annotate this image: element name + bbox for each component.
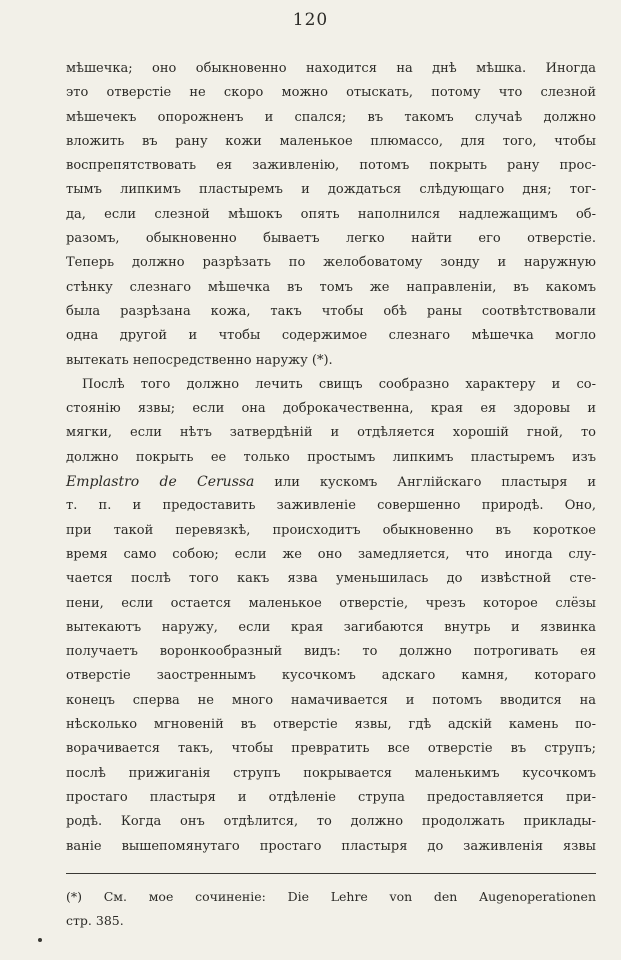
text-line: тымъ липкимъ пластыремъ и дождаться слѣдующаго дня; тог-	[66, 182, 596, 198]
footnote-line: (*) См. мое сочиненіе: Die Lehre von den Augenoperationen	[66, 889, 596, 904]
text-line: чается послѣ того какъ язва уменьшилась до извѣстной сте-	[66, 571, 596, 587]
page-number: 120	[292, 10, 329, 30]
text-line: вытекаютъ наружу, если края загибаются внутрь и язвинка	[66, 619, 596, 635]
text-line: Теперь должно разрѣзать по желобоватому зонду и наружную	[66, 255, 596, 271]
text-line: вытекать непосредственно наружу (*).	[66, 352, 333, 368]
text-line-with-latin: Emplastro de Cerussa или кускомъ Англійскаго пластыря и	[66, 474, 596, 491]
paragraph-first-line: Послѣ того должно лечить свищъ сообразно характеру и со-	[82, 376, 596, 392]
text-line: стоянію язвы; если она доброкачественна, края ея здоровы и	[66, 401, 596, 417]
text-line: одна другой и чтобы содержимое слезнаго мѣшечка могло	[66, 328, 596, 344]
footnote-divider	[66, 873, 596, 874]
footnote-line: стр. 385.	[66, 913, 124, 928]
text-line: была разрѣзана кожа, такъ чтобы обѣ раны соотвѣтствовали	[66, 303, 596, 319]
text-line: родѣ. Когда онъ отдѣлится, то должно продолжать приклады-	[66, 814, 596, 830]
text-line: получаетъ воронкообразный видъ: то должно потрогивать ея	[66, 644, 596, 660]
text-line: мѣшечекъ опорожненъ и спался; въ такомъ случаѣ должно	[66, 109, 596, 125]
text-line: пени, если остается маленькое отверстіе, чрезъ которое слёзы	[66, 595, 596, 611]
latin-term: Emplastro de Cerussa	[66, 474, 255, 491]
text-line: мягки, если нѣтъ затвердѣній и отдѣляется хорошій гной, то	[66, 425, 596, 441]
text-line: вложить въ рану кожи маленькое плюмассо, для того, чтобы	[66, 133, 596, 149]
footnote	[66, 885, 596, 933]
text-line: воспрепятствовать ея заживленію, потомъ покрыть рану прос-	[66, 158, 596, 174]
text-line: т. п. и предоставить заживленіе совершенно природѣ. Оно,	[66, 498, 596, 514]
text-line: время само собою; если же оно замедляется, что иногда слу-	[66, 546, 596, 562]
text-line: да, если слезной мѣшокъ опять наполнился надлежащимъ об-	[66, 206, 596, 222]
text-line: нѣсколько мгновеній въ отверстіе язвы, гдѣ адскій камень по-	[66, 717, 596, 733]
print-speck	[38, 938, 42, 942]
text-line: это отверстіе не скоро можно отыскать, потому что слезной	[66, 85, 596, 101]
text-line: ворачивается такъ, чтобы превратить все отверстіе въ струпъ;	[66, 741, 596, 757]
text-line: мѣшечка; оно обыкновенно находится на днѣ мѣшка. Иногда	[66, 61, 596, 76]
text-line: стѣнку слезнаго мѣшечка въ томъ же направленіи, въ какомъ	[66, 279, 596, 295]
text-line: разомъ, обыкновенно бываетъ легко найти его отверстіе.	[66, 231, 596, 247]
text-line: должно покрыть ее только простымъ липкимъ пластыремъ изъ	[66, 449, 596, 465]
text-line: ваніе вышепомянутаго простаго пластыря до заживленія язвы	[66, 838, 596, 854]
text-line: послѣ прижиганія струпъ покрывается маленькимъ кусочкомъ	[66, 765, 596, 781]
text-line: отверстіе заостреннымъ кусочкомъ адскаго камня, котораго	[66, 668, 596, 684]
main-text	[66, 57, 596, 859]
text-line: при такой перевязкѣ, происходитъ обыкновенно въ короткое	[66, 522, 596, 538]
text-line: конецъ сперва не много намачивается и потомъ вводится на	[66, 692, 596, 708]
text-line: простаго пластыря и отдѣленіе струпа предоставляется при-	[66, 789, 596, 805]
